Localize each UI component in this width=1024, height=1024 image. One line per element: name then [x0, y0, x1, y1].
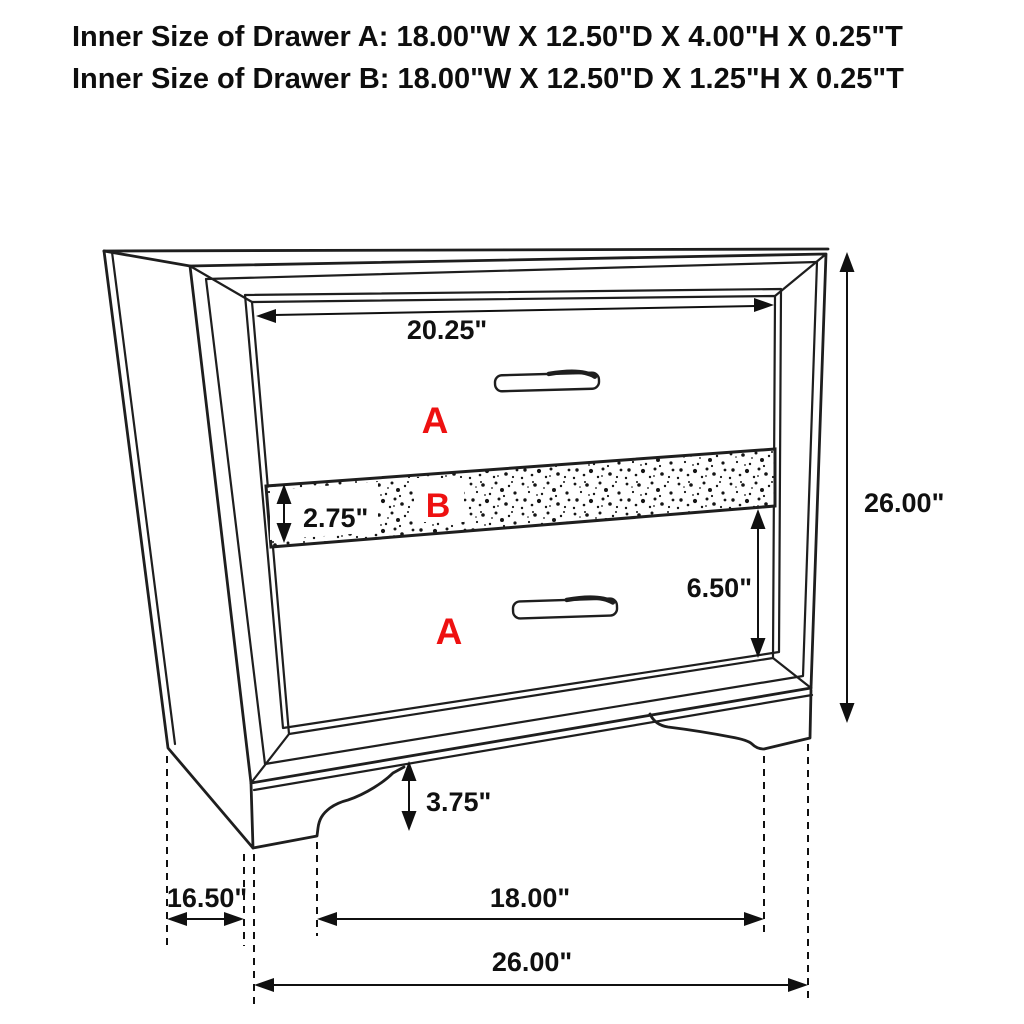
arrow-up-icon	[840, 252, 855, 272]
bottom-edge-inner	[254, 695, 812, 790]
dim-drawer-opening-width	[256, 298, 774, 345]
arrow-left-icon	[317, 912, 337, 926]
dim-overall-height-label: 26.00"	[864, 488, 945, 518]
arrow-right-icon	[224, 912, 244, 926]
dim-drawer-opening-width-label: 20.25"	[406, 315, 488, 345]
drawer-a-bottom-label: A	[435, 611, 463, 652]
bottom-drawer-handle	[513, 597, 618, 619]
header	[72, 21, 904, 95]
dim-overall-height	[840, 252, 945, 723]
arrow-down-icon	[840, 703, 855, 723]
dim-drawer-a-height-label: 6.50"	[686, 573, 752, 603]
arrow-left-icon	[167, 912, 187, 926]
dim-side-depth	[167, 756, 247, 946]
side-panel-inner-edge	[112, 252, 175, 744]
dim-overall-width	[254, 744, 808, 1004]
dim-feet-spacing-label: 18.00"	[489, 883, 571, 913]
drawer-b-label: B	[425, 487, 451, 525]
dim-foot-height-label: 3.75"	[426, 787, 492, 817]
arrow-up-icon	[751, 509, 766, 529]
dim-feet-spacing	[317, 756, 764, 936]
side-panel	[104, 251, 253, 848]
dimensions	[167, 252, 945, 1004]
dim-side-depth-label: 16.50"	[166, 883, 248, 913]
arrow-left-icon	[256, 309, 276, 323]
arrow-right-icon	[754, 298, 774, 312]
top-back-edge	[104, 249, 828, 251]
arrow-left-icon	[254, 978, 274, 992]
top-drawer-handle	[495, 371, 599, 392]
header-line-1: Inner Size of Drawer A: 18.00"W X 12.50"D X 4.00"H X 0.25"T	[72, 21, 903, 53]
arrow-right-icon	[744, 912, 764, 926]
arrow-right-icon	[788, 978, 808, 992]
arrow-down-icon	[402, 811, 417, 831]
dim-drawer-a-height	[687, 509, 766, 658]
dim-drawer-b-height-label: 2.75"	[303, 503, 369, 533]
top-left-edge	[104, 251, 190, 266]
header-line-2: Inner Size of Drawer B: 18.00"W X 12.50"D X 1.25"H X 0.25"T	[72, 63, 904, 95]
drawer-a-top-label: A	[421, 400, 449, 441]
dim-foot-height	[402, 761, 492, 831]
dim-overall-width-label: 26.00"	[491, 947, 573, 977]
